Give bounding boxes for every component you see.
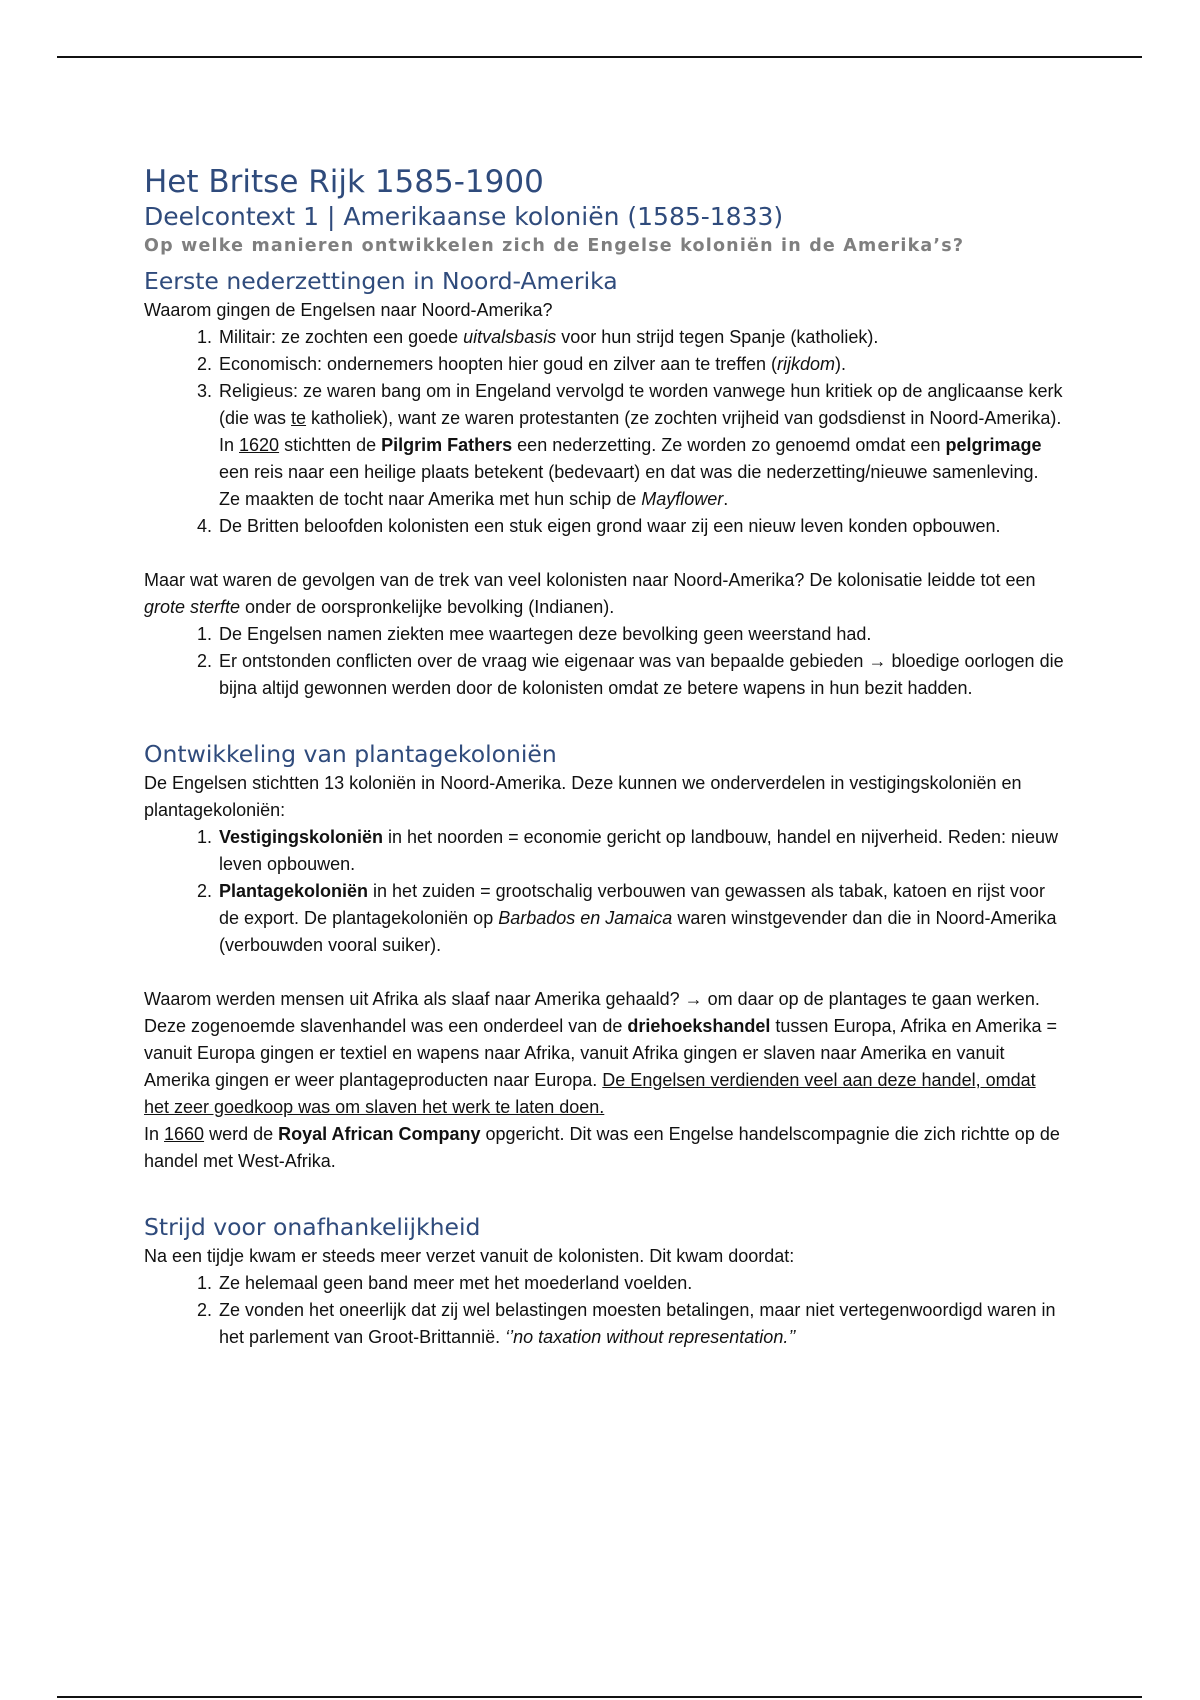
- paragraph: Waarom gingen de Engelsen naar Noord-Amerika?: [144, 300, 553, 320]
- list-item: 2. Economisch: ondernemers hoopten hier goud en zilver aan te treffen (rijkdom).: [217, 351, 1064, 378]
- paragraph: Na een tijdje kwam er steeds meer verzet vanuit de kolonisten. Dit kwam doordat:: [144, 1246, 795, 1266]
- consequences-list: [144, 621, 1064, 702]
- document-title: Het Britse Rijk 1585-1900: [144, 164, 544, 200]
- list-item: 4. De Britten beloofden kolonisten een stuk eigen grond waar zij een nieuw leven konden opbouwen.: [217, 513, 1064, 540]
- document-subtitle: Deelcontext 1 | Amerikaanse koloniën (1585-1833): [144, 202, 784, 231]
- list-item: 2. Er ontstonden conflicten over de vraag wie eigenaar was van bepaalde gebieden → bloedige oorlogen die bijna altijd gewonnen werden door de kolonisten omdat ze betere wapens in hun bezit hadden.: [217, 648, 1064, 702]
- list-item: 2. Plantagekoloniën in het zuiden = grootschalig verbouwen van gewassen als tabak, katoen en rijst voor de export. De plantagekoloniën op Barbados en Jamaica waren winstgevender dan die in Noord-Amerika (verbouwden vooral suiker).: [217, 878, 1064, 959]
- list-item: 1. De Engelsen namen ziekten mee waartegen deze bevolking geen weerstand had.: [217, 621, 1064, 648]
- colony-types-list: [144, 824, 1064, 959]
- list-item: 1. Vestigingskoloniën in het noorden = economie gericht op landbouw, handel en nijverheid. Reden: nieuw leven opbouwen.: [217, 824, 1064, 878]
- section-heading-settlements: Eerste nederzettingen in Noord-Amerika: [144, 267, 618, 295]
- section-heading-plantations: Ontwikkeling van plantagekoloniën: [144, 740, 557, 768]
- reasons-list: [144, 324, 1064, 540]
- header-rule: [57, 56, 1142, 58]
- section-heading-independence: Strijd voor onafhankelijkheid: [144, 1213, 481, 1241]
- causes-list: [144, 1270, 1064, 1351]
- main-question: Op welke manieren ontwikkelen zich de Engelse koloniën in de Amerika’s?: [144, 236, 965, 256]
- paragraph: De Engelsen stichtten 13 koloniën in Noord-Amerika. Deze kunnen we onderverdelen in vestigingskoloniën en plantagekoloniën:: [144, 773, 1022, 820]
- document-body: [144, 163, 1064, 1351]
- list-item: 1. Militair: ze zochten een goede uitvalsbasis voor hun strijd tegen Spanje (katholiek).: [217, 324, 1064, 351]
- footer-rule: [57, 1696, 1142, 1698]
- paragraph: In 1660 werd de Royal African Company opgericht. Dit was een Engelse handelscompagnie die zich richtte op de handel met West-Afrika.: [144, 1124, 1060, 1171]
- list-item: 3. Religieus: ze waren bang om in Engeland vervolgd te worden vanwege hun kritiek op de anglicaanse kerk (die was te katholiek), want ze waren protestanten (ze zochten vrijheid van godsdienst in Noord-Amerika). In 1620 stichtten de Pilgrim Fathers een nederzetting. Ze worden zo genoemd omdat een pelgrimage een reis naar een heilige plaats betekent (bedevaart) en dat was die nederzetting/nieuwe samenleving. Ze maakten de tocht naar Amerika met hun schip de Mayflower.: [217, 378, 1064, 513]
- list-item: 2. Ze vonden het oneerlijk dat zij wel belastingen moesten betalingen, maar niet vertegenwoordigd waren in het parlement van Groot-Brittannië. ‘’no taxation without representation.’’: [217, 1297, 1064, 1351]
- paragraph: Waarom werden mensen uit Afrika als slaaf naar Amerika gehaald? → om daar op de plantages te gaan werken. Deze zogenoemde slavenhandel was een onderdeel van de driehoekshandel tussen Europa, Afrika en Amerika = vanuit Europa gingen er textiel en wapens naar Afrika, vanuit Afrika gingen er slaven naar Amerika en vanuit Amerika gingen er weer plantageproducten naar Europa. De Engelsen verdienden veel aan deze handel, omdat het zeer goedkoop was om slaven het werk te laten doen.: [144, 989, 1058, 1117]
- paragraph: Maar wat waren de gevolgen van de trek van veel kolonisten naar Noord-Amerika? De kolonisatie leidde tot een grote sterfte onder de oorspronkelijke bevolking (Indianen).: [144, 570, 1036, 617]
- list-item: 1. Ze helemaal geen band meer met het moederland voelden.: [217, 1270, 1064, 1297]
